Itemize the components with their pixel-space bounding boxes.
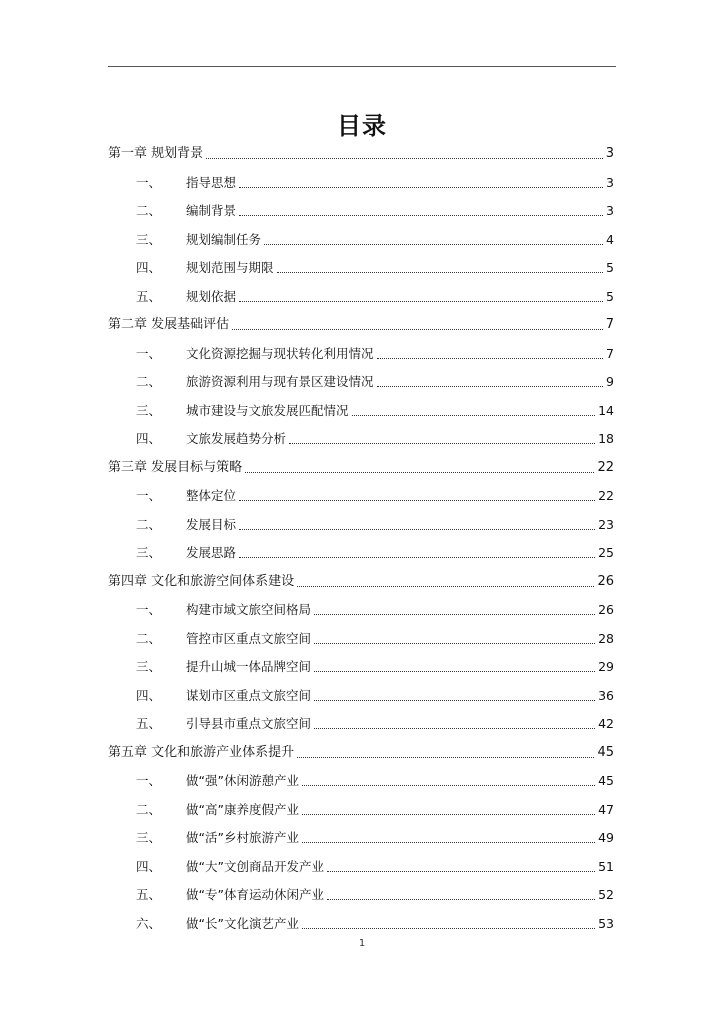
toc-dot-leader: [302, 814, 595, 815]
toc-entry-page: 7: [605, 317, 614, 332]
toc-entry-label: 做“专”体育运动休闲产业: [186, 887, 324, 902]
toc-section-entry[interactable]: [108, 543, 614, 563]
toc-section-entry[interactable]: [108, 429, 614, 449]
toc-entry-label: 文化资源挖掘与现状转化利用情况: [186, 345, 374, 361]
toc-entry-page: 3: [606, 174, 614, 190]
toc-section-entry[interactable]: [108, 401, 614, 421]
toc-dot-leader: [239, 187, 603, 188]
toc-entry-page: 3: [606, 203, 614, 218]
page-title: 目录: [337, 112, 387, 140]
toc-entry-label: 发展思路: [186, 545, 237, 560]
toc-entry-label: 做“高”康养度假产业: [186, 801, 299, 817]
toc-entry-number: 二、: [136, 203, 162, 218]
toc-entry-number: 四、: [136, 431, 162, 446]
toc-section-entry[interactable]: [108, 629, 614, 649]
toc-entry-number: 四、: [136, 260, 162, 275]
toc-dot-leader: [289, 443, 595, 444]
toc-entry-label: 做“活”乡村旅游产业: [186, 830, 299, 845]
toc-dot-leader: [314, 700, 595, 701]
toc-dot-leader: [245, 472, 594, 473]
toc-section-entry[interactable]: [108, 258, 614, 278]
toc-dot-leader: [352, 415, 596, 416]
toc-entry-number: 一、: [136, 345, 162, 361]
toc-entry-page: 23: [598, 516, 614, 532]
toc-entry-label: 第三章 发展目标与策略: [108, 459, 243, 475]
toc-entry-page: 47: [598, 801, 614, 817]
toc-section-entry[interactable]: [108, 800, 614, 820]
toc-entry-page: 51: [598, 858, 614, 874]
toc-entry-page: 14: [598, 402, 614, 418]
toc-entry-label: 文旅发展趋势分析: [186, 431, 287, 446]
toc-section-entry[interactable]: [108, 515, 614, 535]
toc-section-entry[interactable]: [108, 344, 614, 364]
toc-dot-leader: [239, 529, 595, 530]
toc-entry-number: 五、: [136, 288, 162, 304]
toc-section-entry[interactable]: [108, 230, 614, 250]
toc-entry-number: 一、: [136, 773, 162, 788]
toc-entry-number: 一、: [136, 602, 162, 617]
toc-section-entry[interactable]: [108, 714, 614, 734]
toc-dot-leader: [314, 728, 595, 729]
toc-entry-page: 26: [597, 573, 614, 589]
toc-entry-number: 二、: [136, 516, 162, 532]
toc-chapter-entry[interactable]: [108, 315, 614, 335]
toc-entry-label: 谋划市区重点文旅空间: [186, 687, 312, 703]
toc-dot-leader: [297, 586, 594, 587]
page-number: 1: [358, 938, 366, 949]
toc-entry-page: 5: [606, 288, 614, 304]
toc-entry-number: 二、: [136, 630, 162, 646]
toc-dot-leader: [327, 899, 595, 900]
toc-entry-page: 42: [598, 716, 614, 731]
toc-section-entry[interactable]: [108, 828, 614, 848]
toc-entry-page: 49: [598, 830, 614, 845]
toc-entry-label: 编制背景: [186, 203, 237, 218]
toc-entry-number: 四、: [136, 687, 162, 703]
toc-chapter-entry[interactable]: [108, 572, 614, 592]
toc-entry-page: 25: [598, 545, 614, 560]
toc-dot-leader: [327, 871, 595, 872]
toc-entry-page: 5: [606, 260, 614, 275]
toc-chapter-entry[interactable]: [108, 144, 614, 164]
toc-section-entry[interactable]: [108, 201, 614, 221]
toc-section-entry[interactable]: [108, 372, 614, 392]
toc-entry-number: 三、: [136, 402, 162, 418]
toc-entry-page: 4: [606, 231, 614, 247]
toc-entry-number: 一、: [136, 488, 162, 503]
toc-entry-label: 旅游资源利用与现有景区建设情况: [186, 374, 374, 389]
toc-entry-page: 3: [605, 146, 614, 161]
toc-entry-number: 四、: [136, 858, 162, 874]
toc-dot-leader: [377, 386, 604, 387]
toc-entry-label: 规划依据: [186, 288, 237, 304]
toc-entry-number: 五、: [136, 716, 162, 731]
toc-entry-page: 45: [598, 773, 614, 788]
toc-entry-label: 第二章 发展基础评估: [108, 317, 230, 332]
toc-entry-page: 26: [598, 602, 614, 617]
toc-section-entry[interactable]: [108, 173, 614, 193]
toc-entry-number: 三、: [136, 231, 162, 247]
toc-section-entry[interactable]: [108, 857, 614, 877]
toc-section-entry[interactable]: [108, 771, 614, 791]
toc-entry-number: 三、: [136, 545, 162, 560]
toc-dot-leader: [377, 358, 604, 359]
toc-entry-number: 六、: [136, 915, 162, 931]
toc-entry-page: 22: [597, 459, 614, 475]
toc-entry-label: 做“强”休闲游憩产业: [186, 773, 299, 788]
toc-entry-label: 城市建设与文旅发展匹配情况: [186, 402, 349, 418]
toc-entry-page: 29: [598, 659, 614, 674]
toc-entry-page: 28: [598, 630, 614, 646]
toc-chapter-entry[interactable]: [108, 743, 614, 763]
toc-dot-leader: [302, 785, 595, 786]
toc-dot-leader: [314, 643, 595, 644]
toc-entry-page: 9: [606, 374, 614, 389]
toc-entry-page: 52: [598, 887, 614, 902]
toc-entry-label: 规划范围与期限: [186, 260, 274, 275]
toc-section-entry[interactable]: [108, 885, 614, 905]
toc-entry-page: 36: [598, 687, 614, 703]
toc-entry-label: 做“大”文创商品开发产业: [186, 858, 324, 874]
toc-dot-leader: [314, 614, 595, 615]
toc-dot-leader: [264, 244, 603, 245]
toc-entry-label: 构建市域文旅空间格局: [186, 602, 312, 617]
toc-chapter-entry[interactable]: [108, 458, 614, 478]
toc-entry-label: 指导思想: [186, 174, 237, 190]
toc-entry-number: 一、: [136, 174, 162, 190]
toc-entry-label: 做“长”文化演艺产业: [186, 915, 299, 931]
toc-dot-leader: [232, 329, 603, 330]
toc-dot-leader: [302, 928, 595, 929]
toc-section-entry[interactable]: [108, 686, 614, 706]
toc-section-entry[interactable]: [108, 486, 614, 506]
toc-entry-label: 规划编制任务: [186, 231, 262, 247]
toc-entry-label: 第四章 文化和旅游空间体系建设: [108, 573, 295, 589]
toc-dot-leader: [239, 557, 595, 558]
toc-entry-label: 发展目标: [186, 516, 237, 532]
toc-entry-label: 引导县市重点文旅空间: [186, 716, 312, 731]
toc-dot-leader: [302, 842, 595, 843]
toc-entry-label: 提升山城一体品牌空间: [186, 659, 312, 674]
toc-section-entry[interactable]: [108, 287, 614, 307]
toc-entry-page: 18: [598, 431, 614, 446]
toc-section-entry[interactable]: [108, 914, 614, 934]
toc-dot-leader: [297, 757, 594, 758]
toc-section-entry[interactable]: [108, 657, 614, 677]
toc-dot-leader: [206, 158, 603, 159]
toc-entry-page: 45: [597, 744, 614, 760]
toc-dot-leader: [239, 215, 603, 216]
toc-dot-leader: [314, 671, 595, 672]
toc-entry-number: 三、: [136, 659, 162, 674]
toc-entry-number: 五、: [136, 887, 162, 902]
toc-entry-label: 第五章 文化和旅游产业体系提升: [108, 744, 295, 760]
toc-entry-page: 7: [606, 345, 614, 361]
toc-dot-leader: [239, 500, 595, 501]
toc-dot-leader: [239, 301, 603, 302]
toc-entry-page: 53: [598, 915, 614, 931]
toc-entry-number: 二、: [136, 374, 162, 389]
toc-entry-number: 二、: [136, 801, 162, 817]
toc-entry-number: 三、: [136, 830, 162, 845]
toc-entry-label: 第一章 规划背景: [108, 146, 204, 161]
toc-section-entry[interactable]: [108, 600, 614, 620]
toc-entry-page: 22: [598, 488, 614, 503]
toc-entry-label: 整体定位: [186, 488, 237, 503]
toc-dot-leader: [277, 272, 604, 273]
toc-entry-label: 管控市区重点文旅空间: [186, 630, 312, 646]
